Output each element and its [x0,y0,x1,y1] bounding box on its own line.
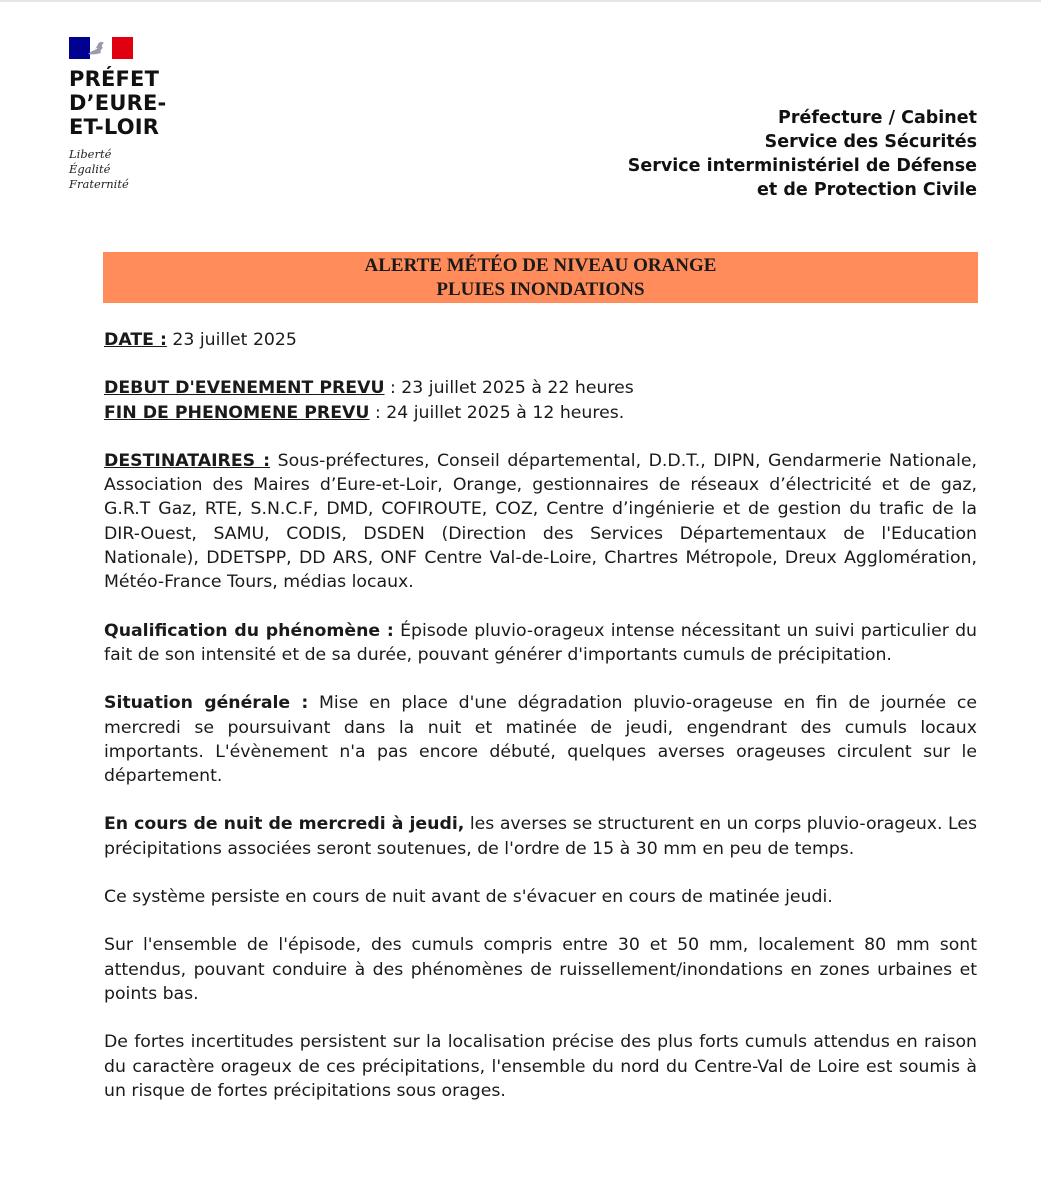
debut-value: : 23 juillet 2025 à 22 heures [384,378,634,399]
fin-value: : 24 juillet 2025 à 12 heures. [369,402,625,423]
nuit-value: les averses se structurent en un corps pluvio-orageux. Les précipitations associées seront soutenues, de l'ordre de 15 à 30 mm en peu de temps. [104,814,978,859]
page-top-border [0,0,1041,2]
motto-line: Fraternité [69,177,129,191]
prefecture-logo [69,37,209,192]
incertitudes-paragraph: De fortes incertitudes persistent sur la localisation précise des plus forts cumuls attendus en raison du caractère orageux de ces précipitations, l'ensemble du nord du Centre-Val de Loire est soumis à un risque de fortes précipitations sous orages. [104,1032,977,1101]
qualification-label: Qualification du phénomène : [104,620,394,641]
date-line [104,328,977,352]
debut-label: DEBUT D'EVENEMENT PREVU [104,378,385,399]
destinataires-label: DESTINATAIRES : [104,450,271,471]
service-line: et de Protection Civile [757,180,977,200]
service-header [628,106,977,202]
destinataires-value: Sous-préfectures, Conseil départemental, D.D.T., DIPN, Gendarmerie Nationale, Association des Maires d’Eure-et-Loir, Orange, gestionnaires de réseaux d’électricité et de gaz, G.R.T Gaz, RTE, S.N.C.F, DMD, COFIROUTE, COZ, Centre d’ingénierie et de gestion du trafic de la DIR-Ouest, SAMU, CODIS, DSDEN (Direction des Services Départementaux de l'Education Nationale), DDETSPP, DD ARS, ONF Centre Val-de-Loire, Chartres Métropole, Dreux Agglomération, Météo-France Tours, médias locaux. [104,450,977,593]
debut-line [104,376,977,400]
service-line: Préfecture / Cabinet [778,108,977,128]
alert-title: ALERTE MÉTÉO DE NIVEAU ORANGE [364,255,717,276]
qualification-value: Épisode pluvio-orageux intense nécessitant un suivi particulier du fait de son intensité et de sa durée, pouvant générer d'importants cumuls de précipitation. [104,620,978,665]
prefet-title-line: D’EURE- [69,91,167,115]
service-line: Service des Sécurités [764,132,977,152]
systeme-paragraph: Ce système persiste en cours de nuit avant de s'évacuer en cours de matinée jeudi. [104,887,833,908]
fin-line [104,401,977,425]
motto-line: Égalité [69,162,111,176]
nuit-paragraph [104,812,977,861]
nuit-label: En cours de nuit de mercredi à jeudi, [104,814,465,835]
republic-motto [69,147,209,192]
fin-label: FIN DE PHENOMENE PREVU [104,402,370,423]
situation-value: Mise en place d'une dégradation pluvio-orageuse en fin de journée ce mercredi se poursuivant dans la nuit et matinée de jeudi, engendrant des cumuls locaux importants. L'évènement n'a pas encore débuté, quelques averses orageuses circulent sur le département. [104,693,977,787]
situation-label: Situation générale : [104,693,309,714]
service-line: Service interministériel de Défense [627,156,977,176]
date-label: DATE : [104,330,167,350]
motto-line: Liberté [69,147,112,161]
alert-banner [103,252,978,303]
marianne-flag-icon [69,37,133,59]
alert-body [104,328,977,1103]
date-value: 23 juillet 2025 [166,330,297,350]
prefet-title [69,67,209,139]
alert-subtitle: PLUIES INONDATIONS [436,279,645,300]
ensemble-paragraph: Sur l'ensemble de l'épisode, des cumuls compris entre 30 et 50 mm, localement 80 mm sont attendus, pouvant conduire à des phénomènes de ruissellement/inondations en zones urbaines et points bas. [104,935,977,1004]
qualification-paragraph [104,619,977,668]
destinataires-paragraph [104,449,977,595]
prefet-title-line: ET-LOIR [69,115,160,139]
prefet-title-line: PRÉFET [69,67,160,91]
situation-paragraph [104,691,977,788]
